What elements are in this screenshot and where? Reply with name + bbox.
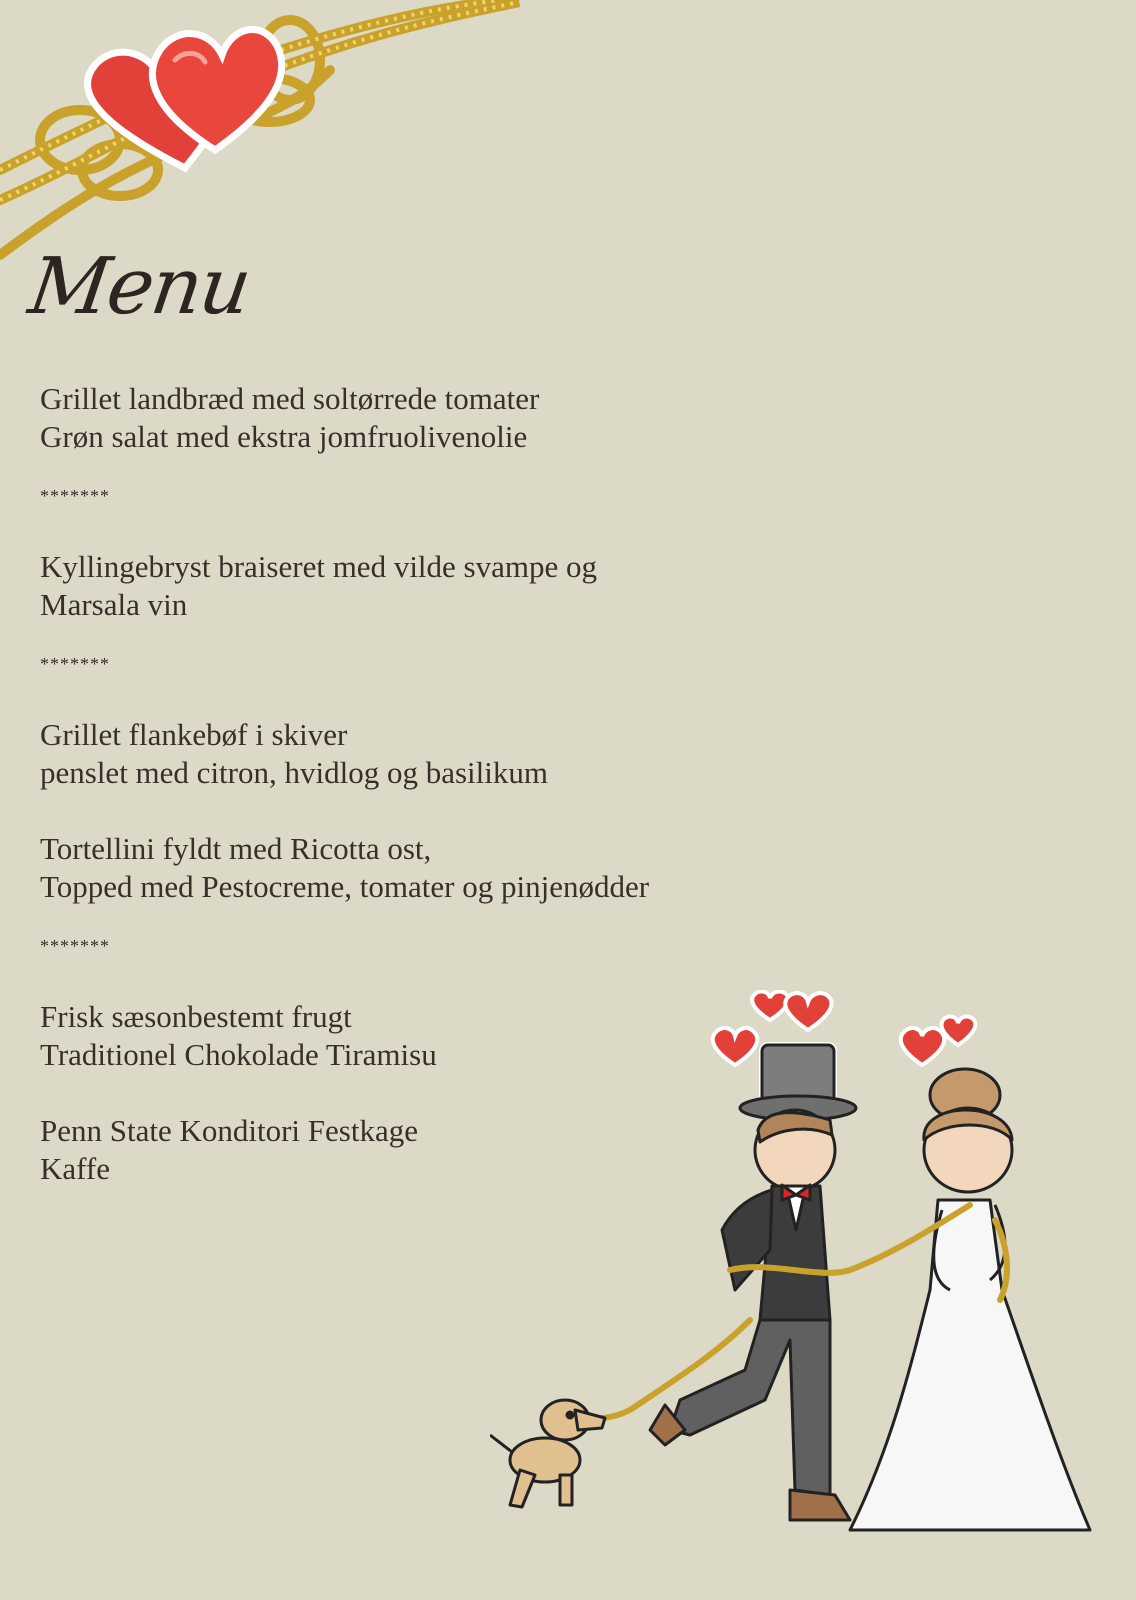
menu-line: Penn State Konditori Festkage (40, 1113, 418, 1148)
hearts-rope-icon (0, 0, 520, 270)
menu-line: Kyllingebryst braiseret med vilde svampe og (40, 549, 598, 584)
menu-section (40, 548, 800, 624)
menu-line: Grillet landbræd med soltørrede tomater (40, 381, 540, 416)
wedding-couple-illustration (490, 990, 1110, 1570)
page-title: Menu (23, 242, 255, 332)
menu-line: Tortellini fyldt med Ricotta ost, (40, 831, 432, 866)
menu-line: Traditionel Chokolade Tiramisu (40, 1037, 437, 1072)
menu-section (40, 830, 800, 906)
course-separator: ******* (40, 936, 110, 956)
menu-line: Marsala vin (40, 587, 188, 622)
course-separator: ******* (40, 486, 110, 506)
course-separator: ******* (40, 654, 110, 674)
menu-line: Kaffe (40, 1151, 110, 1186)
menu-line: Frisk sæsonbestemt frugt (40, 999, 352, 1034)
menu-line: Grillet flankebøf i skiver (40, 717, 348, 752)
spacer (40, 792, 800, 830)
menu-line: penslet med citron, hvidlog og basilikum (40, 755, 548, 790)
menu-section (40, 380, 800, 456)
menu-section (40, 716, 800, 792)
menu-line: Grøn salat med ekstra jomfruolivenolie (40, 419, 528, 454)
menu-line: Topped med Pestocreme, tomater og pinjenødder (40, 869, 650, 904)
